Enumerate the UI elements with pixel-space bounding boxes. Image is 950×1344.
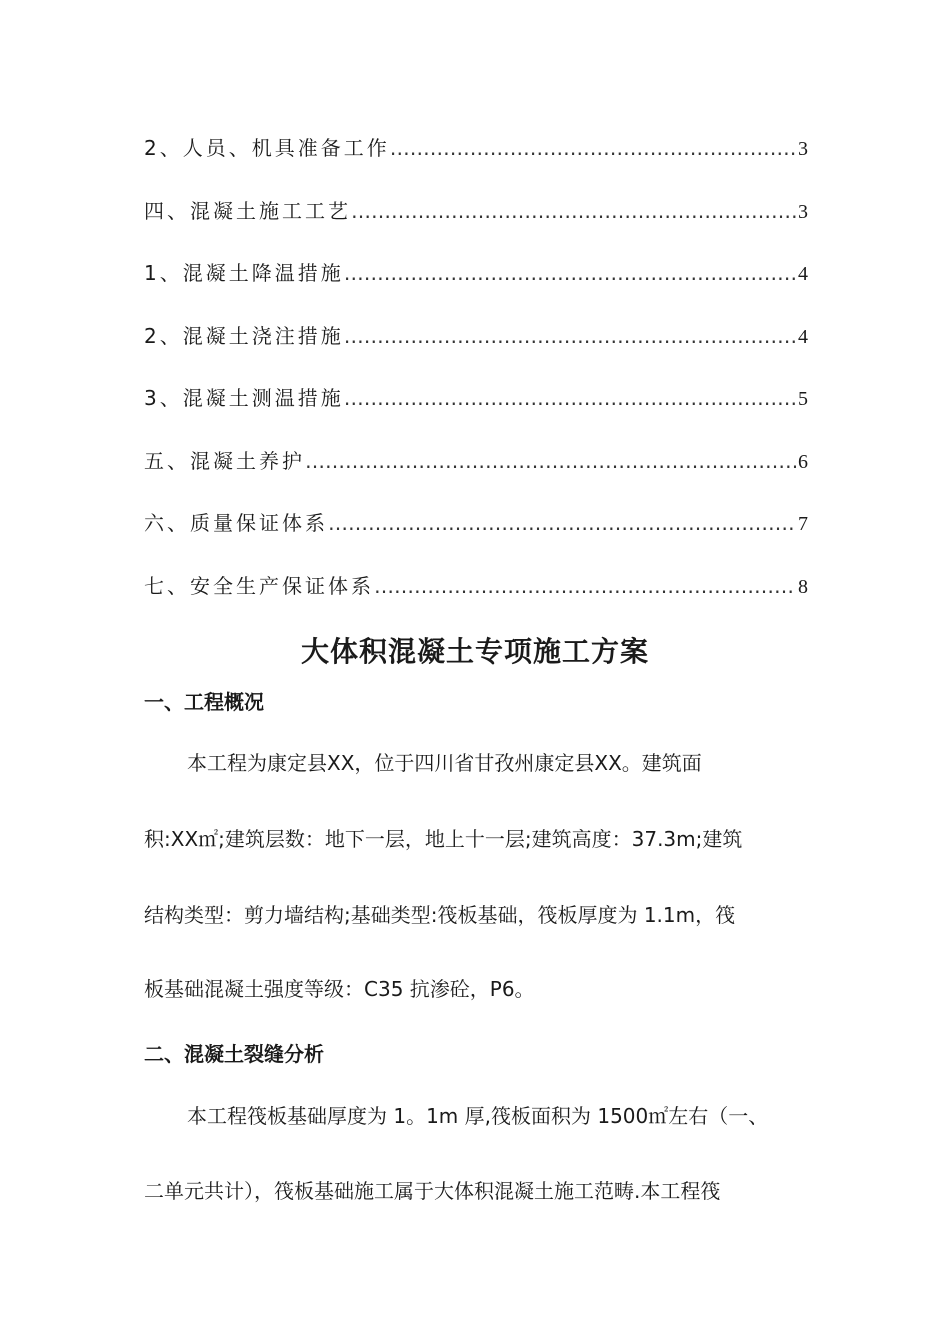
toc-entry-page: 5 bbox=[798, 388, 808, 410]
section-heading-overview: 一、工程概况 bbox=[144, 690, 264, 714]
toc-entry-page: 4 bbox=[798, 263, 808, 285]
toc-entry-label: 2、人员、机具准备工作 bbox=[144, 136, 390, 160]
toc-leader-dots bbox=[351, 199, 796, 223]
paragraph-line: 二单元共计），筏板基础施工属于大体积混凝土施工范畴.本工程筏 bbox=[144, 1179, 721, 1203]
paragraph-line: 本工程筏板基础厚度为 1。1m 厚,筏板面积为 1500㎡左右（一、 bbox=[187, 1104, 769, 1128]
toc-entry-page: 7 bbox=[798, 513, 808, 535]
document-title: 大体积混凝土专项施工方案 bbox=[300, 635, 649, 668]
paragraph-line: 板基础混凝土强度等级：C35 抗渗砼，P6。 bbox=[144, 977, 535, 1001]
toc-leader-dots bbox=[344, 386, 796, 410]
toc-entry[interactable] bbox=[144, 382, 808, 445]
toc-entry-page: 3 bbox=[798, 138, 808, 160]
toc-entry-label: 2、混凝土浇注措施 bbox=[144, 323, 344, 348]
toc-entry-label: 3、混凝土测温措施 bbox=[144, 386, 344, 410]
toc-entry-label: 六、质量保证体系 bbox=[144, 511, 328, 535]
toc-leader-dots bbox=[344, 261, 796, 285]
paragraph-line: 本工程为康定县XX，位于四川省甘孜州康定县XX。建筑面 bbox=[187, 751, 702, 775]
toc-entry-page: 8 bbox=[798, 575, 808, 598]
toc-entry-label: 四、混凝土施工工艺 bbox=[144, 198, 351, 223]
toc-leader-dots bbox=[374, 574, 796, 598]
paragraph-line: 积:XX㎡;建筑层数：地下一层，地上十一层;建筑高度：37.3m;建筑 bbox=[144, 827, 743, 851]
paragraph-line: 结构类型：剪力墙结构;基础类型:筏板基础，筏板厚度为 1.1m，筏 bbox=[144, 903, 736, 927]
toc-entry-label: 七、安全生产保证体系 bbox=[144, 573, 374, 598]
toc-entry[interactable] bbox=[144, 507, 808, 570]
toc-leader-dots bbox=[390, 136, 796, 160]
toc-entry[interactable] bbox=[144, 320, 808, 383]
toc-leader-dots bbox=[305, 449, 796, 473]
toc-entry-label: 1、混凝土降温措施 bbox=[144, 261, 344, 285]
toc-entry-page: 3 bbox=[798, 200, 808, 223]
toc-entry[interactable] bbox=[144, 132, 808, 195]
toc-leader-dots bbox=[344, 324, 796, 348]
toc-entry-page: 4 bbox=[798, 325, 808, 348]
toc-entry[interactable] bbox=[144, 570, 808, 633]
section-heading-crack-analysis: 二、混凝土裂缝分析 bbox=[144, 1042, 324, 1066]
table-of-contents bbox=[144, 132, 808, 632]
toc-entry-page: 6 bbox=[798, 450, 808, 473]
toc-entry[interactable] bbox=[144, 195, 808, 258]
toc-entry[interactable] bbox=[144, 445, 808, 508]
toc-entry-label: 五、混凝土养护 bbox=[144, 448, 305, 473]
toc-leader-dots bbox=[328, 511, 796, 535]
toc-entry[interactable] bbox=[144, 257, 808, 320]
